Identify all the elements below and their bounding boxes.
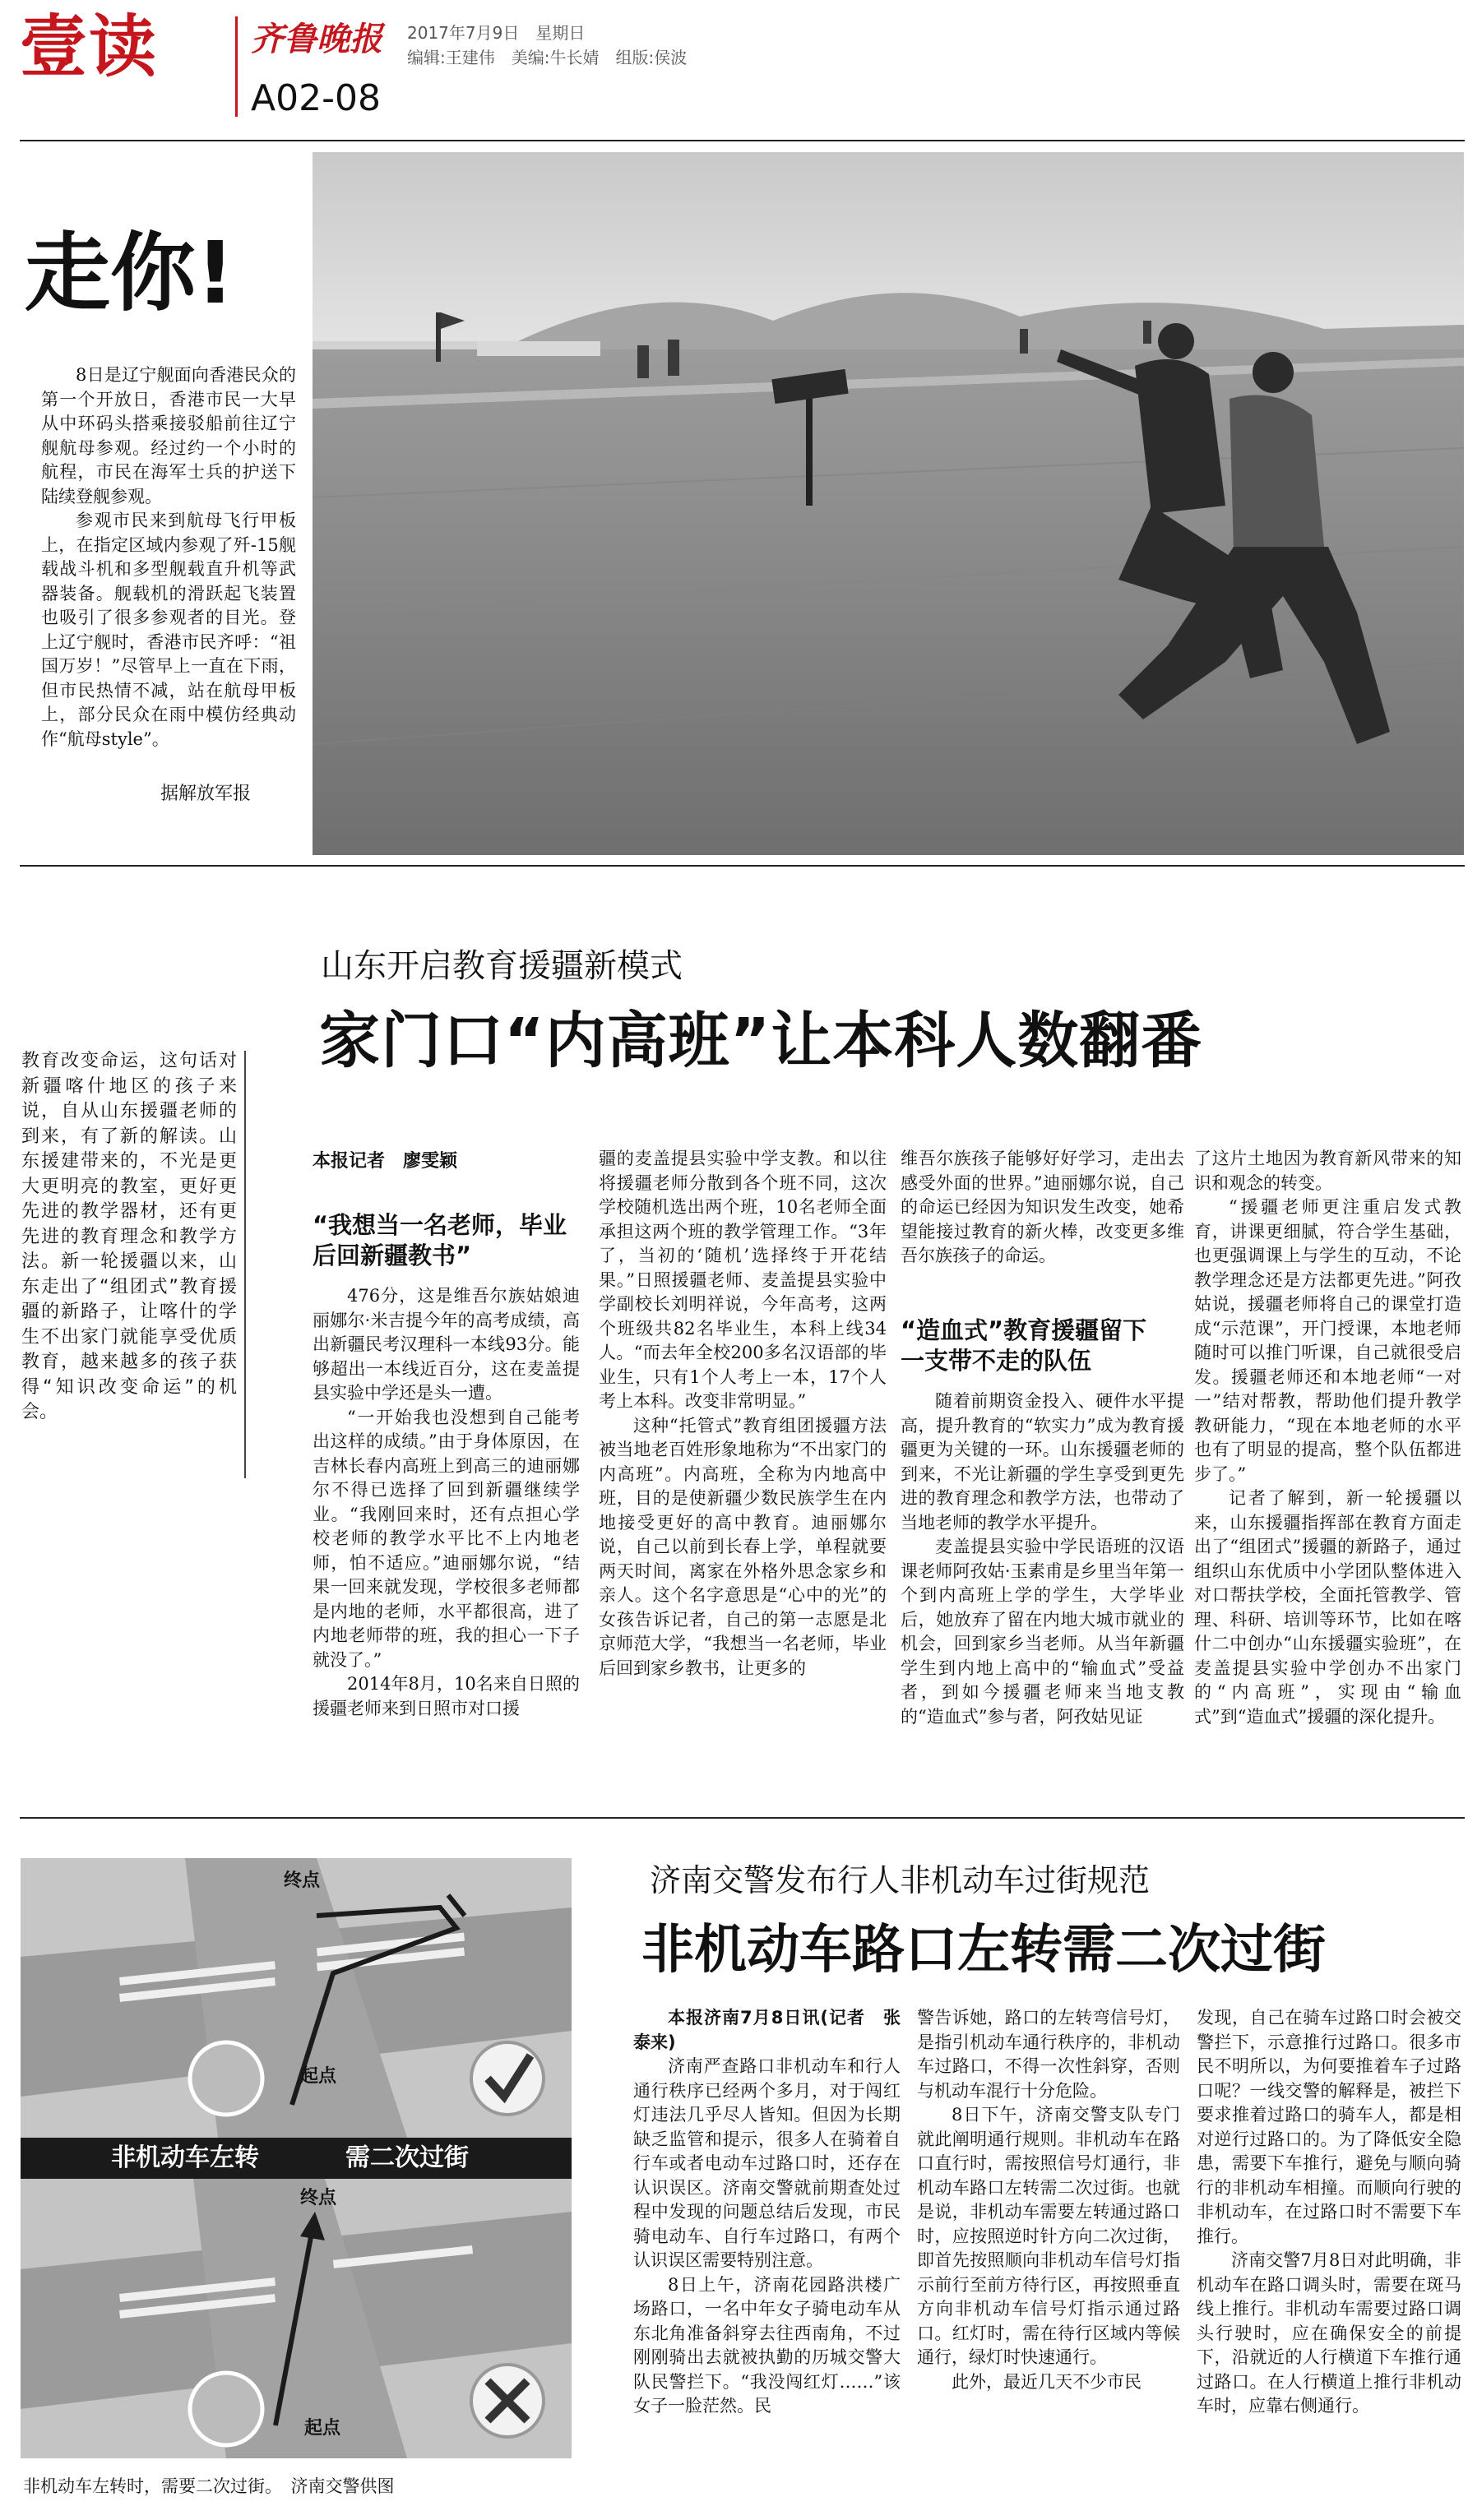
story2-subhead-1: “我想当一名老师，毕业后回新疆教书” [313, 1211, 567, 1269]
story2-paragraph: 随着前期资金投入、硬件水平提高，提升教育的“软实力”成为教育援疆更为关键的一环。山东援疆老师的到来，不光让新疆的学生享受到更先进的教育理念和教学方法，也带动了当地老师的教学水平提升。 [901, 1391, 1184, 1533]
story3-headline: 非机动车路口左转需二次过街 [641, 1920, 1326, 1981]
story1-credit: 据解放军报 [160, 784, 252, 804]
story3-kicker: 济南交警发布行人非机动车过街规范 [650, 1862, 1151, 1898]
left-turn-diagram-1 [21, 1858, 572, 2138]
masthead-divider [235, 16, 238, 117]
story2-paragraph: 麦盖提县实验中学民语班的汉语课老师阿孜姑·玉素甫是乡里当年第一个到内高班上学的学生，大学毕业后，她放弃了留在内地大城市就业的机会，回到家乡当老师。从当年新疆学生到内地上高中的“输血式”受益者，到如今援疆老师来当地支教的“造血式”参与者，阿孜姑见证 [901, 1537, 1184, 1727]
page-number: A02-08 [251, 77, 381, 119]
story2-paragraph: 疆的麦盖提县实验中学支教。和以往将援疆老师分散到各个班不同，这次学校随机选出两个班，10名老师全面承担这两个班的教学管理工作。“3年了，当初的‘随机’选择终于开花结果。”日照援疆老师、麦盖提县实验中学副校长刘明祥说，今年高考，这两个班级共82名毕业生，本科上线34人。“而去年全校200多名汉语部的毕业生，只有1个人考上一本，17个人考上本科。改变非常明显。” [599, 1149, 887, 1411]
story2-paragraph: 维吾尔族孩子能够好好学习，走出去感受外面的世界。”迪丽娜尔说，自己的命运已经因为知识发生改变，她希望能接过教育的新火棒，改变更多维吾尔族孩子的命运。 [901, 1149, 1184, 1265]
story2-lede: 教育改变命运，这句话对新疆喀什地区的孩子来说，自从山东援疆老师的到来，有了新的解读。山东援建带来的，不光是更大更明亮的教室，更好更先进的教学器材，还有更先进的教育理念和教学方法。新一轮援疆以来，山东走出了“组团式”教育援疆的新路子，让喀什的学生不出家门就能享受优质教育，越来越多的孩子获得“知识改变命运”的机会。 [21, 1051, 237, 1422]
story3-column-3 [1197, 2006, 1461, 2419]
left-turn-diagram-2-art [21, 2179, 572, 2458]
left-turn-diagram-2 [21, 2179, 572, 2458]
story2-subhead-2: “造血式”教育援疆留下一支带不走的队伍 [901, 1316, 1147, 1375]
story2-byline: 本报记者 廖雯颖 [313, 1151, 458, 1172]
story1-body [41, 363, 296, 751]
paper-name: 齐鲁晚报 [251, 20, 382, 58]
carrier-deck-photo-art [313, 152, 1464, 855]
diagram-start-label: 起点 [304, 2418, 341, 2439]
story2-column-1 [313, 1284, 580, 1721]
issue-staff: 编辑:王建伟 美编:牛长婧 组版:侯波 [407, 48, 688, 67]
section-title: 壹读 [20, 8, 159, 86]
story2-paragraph: 了这片土地因为教育新风带来的知识和观念的转变。 [1194, 1149, 1461, 1193]
story3-paragraph: 济南交警7月8日对此明确，非机动车在路口调头时，需要在斑马线上推行。非机动车需要过路口调头行驶时，应在确保安全的前提下，沿就近的人行横道下车推行通过路口。在人行横道上推行非机动车时，应靠右侧通行。 [1197, 2250, 1461, 2416]
story3-paragraph: 8日下午，济南交警支队专门就此阐明通行规则。非机动车在路口直行时，需按照信号灯通行，非机动车路口左转需二次过街。也就是说，非机动车需要左转通过路口时，应按照逆时针方向二次过街，即首先按照顺向非机动车信号灯指示前行至前方待行区，再按照垂直方向非机动车信号灯指示通过路口。红灯时，需在待行区域内等候通行，绿灯时快速通行。 [917, 2105, 1180, 2367]
story3-paragraph: 警告诉她，路口的左转弯信号灯，是指引机动车通行秩序的，非机动车过路口，不得一次性斜穿，否则与机动车混行十分危险。 [917, 2008, 1180, 2101]
diagram-end-label: 终点 [300, 2188, 337, 2208]
story1-title: 走你! [25, 223, 235, 323]
story2-kicker: 山东开启教育援疆新模式 [321, 947, 683, 985]
story2-paragraph: “一开始我也没想到自己能考出这样的成绩。”由于身体原因，在吉林长春内高班上到高三的迪丽娜尔不得已选择了回到新疆继续学业。“我刚回来时，还有点担心学校老师的教学水平比不上内地老师，怕不适应。”迪丽娜尔说，“结果一回来就发现，学校很多老师都是内地的老师，水平都很高，进了内地老师带的班，我的担心一下子就没了。” [313, 1407, 580, 1670]
story2-paragraph: 476分，这是维吾尔族姑娘迪丽娜尔·米吉提今年的高考成绩，高出新疆民考汉理科一本线93分。能够超出一本线近百分，这在麦盖提县实验中学还是头一遭。 [313, 1286, 580, 1403]
story2-column-4 [1194, 1147, 1461, 1729]
story3-paragraph: 济南严查路口非机动车和行人通行秩序已经两个多月，对于闯红灯违法几乎尽人皆知。但因为长期缺乏监管和提示，很多人在骑着自行车或者电动车过路口时，还存在认识误区。济南交警就前期查处过程中发现的问题总结后发现，市民骑电动车、自行车过路口，有两个认识误区需要特别注意。 [633, 2056, 901, 2270]
carrier-deck-photo [313, 152, 1464, 855]
story3-column-1 [633, 2006, 901, 2419]
section-rule [20, 1817, 1465, 1819]
story1-paragraph: 8日是辽宁舰面向香港民众的第一个开放日，香港市民一大早从中环码头搭乘接驳船前往辽宁舰航母参观。经过约一个小时的航程，市民在海军士兵的护送下陆续登舰参观。 [41, 365, 296, 506]
diagram-caption: 非机动车左转时，需要二次过街。 济南交警供图 [23, 2476, 395, 2496]
diagram-banner-left: 非机动车左转 [111, 2143, 259, 2172]
story3-paragraph: 8日上午，济南花园路洪楼广场路口，一名中年女子骑电动车从东北角准备斜穿去往西南角，不过刚刚骑出去就被执勤的历城交警大队民警拦下。“我没闯红灯……”该女子一脸茫然。民 [633, 2274, 901, 2416]
left-turn-diagram-1-art [21, 1858, 572, 2138]
story2-column-2 [599, 1147, 887, 1681]
diagram-end-label: 终点 [284, 1870, 321, 1891]
story2-headline: 家门口“内高班”让本科人数翻番 [319, 1006, 1203, 1076]
story1-paragraph: 参观市民来到航母飞行甲板上，在指定区域内参观了歼-15舰载战斗机和多型舰载直升机等武器装备。舰载机的滑跃起飞装置也吸引了很多参观者的目光。登上辽宁舰时，香港市民齐呼：“祖国万岁！”尽管早上一直在下雨，但市民热情不减，站在航母甲板上，部分民众在雨中模仿经典动作“航母style”。 [41, 511, 296, 749]
story2-paragraph: 这种“托管式”教育组团援疆方法被当地老百姓形象地称为“不出家门的内高班”。内高班，全称为内地高中班，目的是使新疆少数民族学生在内地接受更好的高中教育。迪丽娜尔说，自己以前到长春上学，单程就要两天时间，离家在外格外思念家乡和亲人。这个名字意思是“心中的光”的女孩告诉记者，自己的第一志愿是北京师范大学，“我想当一名老师，毕业后回到家乡教书，让更多的 [599, 1415, 887, 1678]
section-rule [20, 865, 1465, 867]
story2-paragraph: “援疆老师更注重启发式教育，讲课更细腻，符合学生基础，也更强调课上与学生的互动，不论教学理念还是方法都更先进。”阿孜姑说，援疆老师将自己的课堂打造成“示范课”，开门授课，本地老师随时可以推门听课，自己就很受启发。援疆老师还和本地老师“一对一”结对帮教，帮助他们提升教学教研能力，“现在本地老师的水平也有了明显的提高，整个队伍都进步了。” [1194, 1197, 1461, 1484]
issue-date: 2017年7月9日 星期日 [407, 23, 586, 43]
lede-rule [244, 1051, 246, 1478]
story3-paragraph: 发现，自己在骑车过路口时会被交警拦下，示意推行过路口。很多市民不明所以，为何要推着车子过路口呢？一线交警的解释是，被拦下要求推着过路口的骑车人，都是相对逆行过路口的。为了降低安全隐患，需要下车推行，避免与顺向骑行的非机动车相撞。而顺向行驶的非机动车，在过路口时不需要下车推行。 [1197, 2008, 1461, 2246]
story2-column-3 [901, 1147, 1184, 1269]
story2-column-3b [901, 1389, 1184, 1729]
diagram-banner-right: 需二次过街 [345, 2143, 469, 2172]
diagram-banner [21, 2138, 572, 2179]
masthead-rule [20, 140, 1465, 141]
story2-paragraph: 记者了解到，新一轮援疆以来，山东援疆指挥部在教育方面走出了“组团式”援疆的新路子，通过组织山东优质中小学团队整体进入对口帮扶学校，全面托管教学、管理、科研、培训等环节，比如在喀什二中创办“山东援疆实验班”，在麦盖提县实验中学创办不出家门的“内高班”，实现由“输血式”到“造血式”援疆的深化提升。 [1194, 1488, 1461, 1727]
story3-paragraph: 此外，最近几天不少市民 [952, 2371, 1142, 2392]
story3-column-2 [917, 2006, 1180, 2394]
story3-dateline: 本报济南7月8日讯(记者 张泰来) [633, 2008, 901, 2052]
story2-paragraph: 2014年8月，10名来自日照的援疆老师来到日照市对口援 [313, 1674, 580, 1718]
diagram-start-label: 起点 [300, 2066, 337, 2087]
